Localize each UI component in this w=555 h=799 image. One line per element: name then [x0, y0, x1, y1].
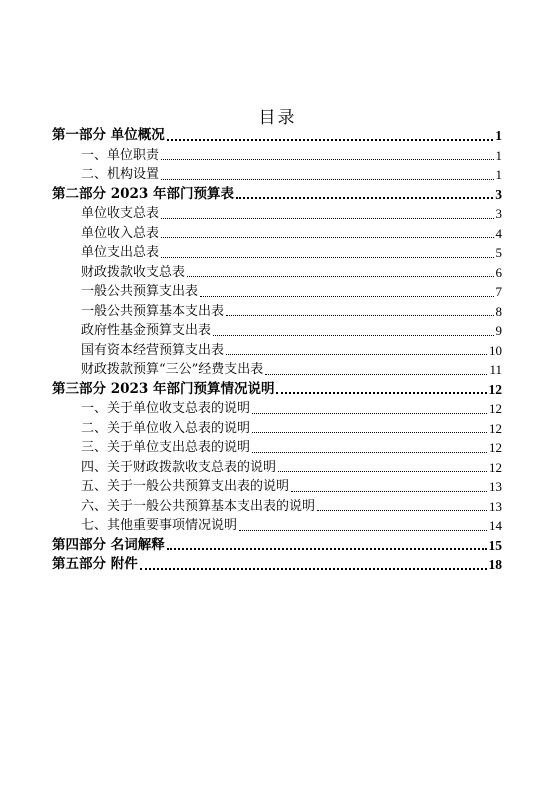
toc-subsection-entry[interactable]	[52, 321, 502, 341]
toc-dot-leader	[265, 374, 487, 375]
toc-subsection-entry[interactable]	[52, 477, 502, 497]
toc-section-entry[interactable]	[52, 555, 502, 575]
toc-dot-leader	[140, 568, 487, 570]
toc-subsection-entry[interactable]	[52, 399, 502, 419]
toc-dot-leader	[161, 257, 493, 258]
toc-page-number: 10	[489, 342, 502, 358]
toc-subsection-entry[interactable]	[52, 419, 502, 439]
toc-entry-label: 财政拨款预算“三公”经费支出表	[81, 362, 264, 377]
toc-subsection-entry[interactable]	[52, 341, 502, 361]
toc-page-number: 9	[495, 323, 502, 338]
toc-subsection-entry[interactable]	[52, 360, 502, 380]
toc-dot-leader	[161, 179, 493, 180]
toc-entry-label: 一、关于单位收支总表的说明	[81, 401, 251, 416]
toc-entry-label: 五、关于一般公共预算支出表的说明	[81, 479, 290, 494]
toc-title: 目录	[258, 108, 297, 128]
toc-page-number: 3	[495, 186, 502, 202]
toc-page-number: 13	[489, 498, 502, 514]
toc-page-number: 7	[495, 284, 502, 299]
toc-section-entry[interactable]	[52, 185, 502, 205]
toc-dot-leader	[252, 413, 487, 414]
toc-subsection-entry[interactable]	[52, 243, 502, 263]
toc-page-number: 6	[495, 264, 502, 280]
toc-entry-label: 第四部分 名词解释	[52, 536, 165, 553]
toc-subsection-entry[interactable]	[52, 224, 502, 244]
toc-entry-label: 一般公共预算基本支出表	[81, 303, 225, 319]
toc-dot-leader	[276, 392, 486, 394]
toc-dot-leader	[278, 471, 487, 472]
toc-dot-leader	[200, 296, 493, 297]
toc-dot-leader	[239, 530, 487, 531]
toc-page-number: 12	[489, 459, 502, 475]
toc-dot-leader	[236, 197, 493, 199]
toc-dot-leader	[161, 159, 493, 160]
toc-page-number: 12	[488, 381, 502, 397]
toc-dot-leader	[317, 510, 487, 511]
toc-subsection-entry[interactable]	[52, 282, 502, 302]
toc-entry-label: 七、其他重要事项情况说明	[81, 518, 238, 533]
toc-page-number: 4	[495, 225, 502, 241]
toc-entry-label: 三、关于单位支出总表的说明	[81, 440, 251, 455]
toc-dot-leader	[226, 315, 493, 316]
toc-page-number: 1	[495, 128, 502, 143]
toc-subsection-entry[interactable]	[52, 204, 502, 224]
toc-dot-leader	[252, 432, 487, 433]
toc-section-entry[interactable]	[52, 126, 502, 146]
toc-entry-label: 一般公共预算支出表	[81, 284, 199, 299]
toc-entry-label: 第三部分 2023 年部门预算情况说明	[52, 380, 275, 397]
toc-dot-leader	[187, 276, 493, 277]
toc-subsection-entry[interactable]	[52, 497, 502, 517]
toc-subsection-entry[interactable]	[52, 438, 502, 458]
toc-page-number: 5	[495, 245, 502, 260]
toc-entry-label: 单位收支总表	[81, 206, 160, 221]
toc-subsection-entry[interactable]	[52, 165, 502, 185]
toc-subsection-entry[interactable]	[52, 516, 502, 536]
table-of-contents	[52, 126, 502, 575]
toc-page-number: 3	[495, 206, 502, 221]
toc-entry-label: 第五部分 附件	[52, 556, 138, 572]
toc-section-entry[interactable]	[52, 380, 502, 400]
toc-subsection-entry[interactable]	[52, 263, 502, 283]
toc-page-number: 14	[489, 518, 502, 533]
toc-entry-label: 四、关于财政拨款收支总表的说明	[81, 459, 277, 475]
toc-page-number: 8	[495, 303, 502, 319]
toc-entry-label: 国有资本经营预算支出表	[81, 342, 225, 358]
toc-dot-leader	[161, 218, 493, 219]
toc-entry-label: 二、机构设置	[81, 167, 160, 182]
toc-subsection-entry[interactable]	[52, 302, 502, 322]
toc-dot-leader	[161, 237, 493, 238]
toc-page-number: 11	[489, 362, 502, 377]
toc-dot-leader	[252, 452, 487, 453]
toc-page-number: 12	[489, 420, 502, 436]
toc-dot-leader	[213, 335, 493, 336]
toc-entry-label: 第二部分 2023 年部门预算表	[52, 185, 234, 202]
toc-entry-label: 第一部分 单位概况	[52, 127, 165, 143]
toc-dot-leader	[167, 139, 494, 141]
toc-entry-label: 一、单位职责	[81, 147, 160, 163]
toc-entry-label: 政府性基金预算支出表	[81, 323, 212, 338]
toc-entry-label: 财政拨款收支总表	[81, 264, 186, 280]
toc-page-number: 1	[495, 147, 502, 163]
toc-dot-leader	[226, 354, 487, 355]
toc-page-number: 15	[488, 537, 502, 553]
toc-subsection-entry[interactable]	[52, 458, 502, 478]
toc-entry-label: 单位支出总表	[81, 245, 160, 260]
toc-section-entry[interactable]	[52, 536, 502, 556]
toc-dot-leader	[167, 548, 487, 550]
toc-entry-label: 单位收入总表	[81, 225, 160, 241]
toc-subsection-entry[interactable]	[52, 146, 502, 166]
toc-page-number: 12	[489, 440, 502, 455]
toc-entry-label: 六、关于一般公共预算基本支出表的说明	[81, 498, 316, 514]
toc-entry-label: 二、关于单位收入总表的说明	[81, 420, 251, 436]
toc-page-number: 1	[495, 167, 502, 182]
toc-page-number: 12	[489, 401, 502, 416]
toc-page-number: 18	[488, 557, 502, 572]
toc-page-number: 13	[489, 479, 502, 494]
toc-dot-leader	[291, 491, 487, 492]
